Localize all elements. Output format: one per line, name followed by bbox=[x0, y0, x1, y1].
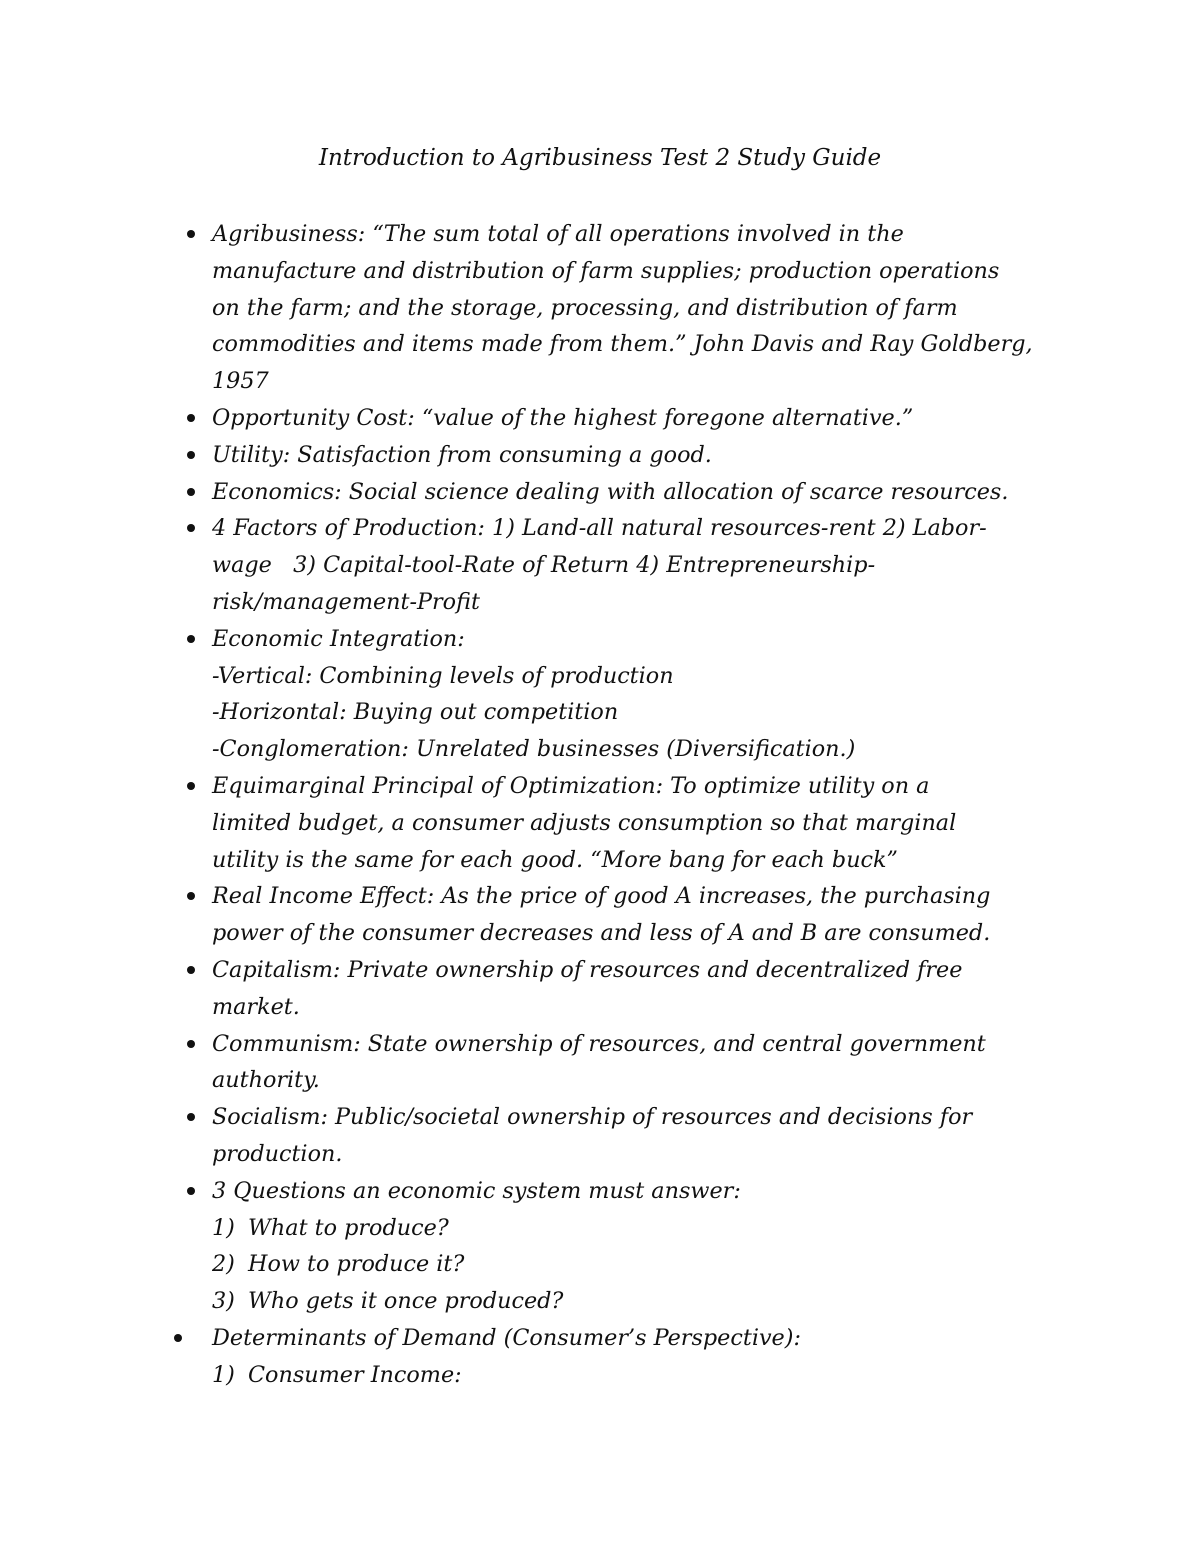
text-line: commodities and items made from them.” John Davis and Ray Goldberg, bbox=[212, 331, 1033, 358]
text-line: Economic Integration: bbox=[212, 625, 465, 652]
text-line: market. bbox=[212, 993, 300, 1020]
bullet-icon bbox=[187, 230, 195, 238]
list-item-equimarginal bbox=[0, 768, 1200, 878]
numbered-subitem bbox=[212, 1283, 1030, 1320]
list-item-opportunity-cost bbox=[0, 400, 1200, 437]
bullet-icon bbox=[187, 966, 195, 974]
subitem-text: What to produce? bbox=[248, 1214, 449, 1241]
text-line: risk/management-Profit bbox=[212, 588, 480, 615]
subitem-number: 2) bbox=[212, 1251, 235, 1278]
bullet-icon bbox=[187, 524, 195, 532]
text-line: authority. bbox=[212, 1067, 320, 1094]
subitem-number: 3) bbox=[212, 1288, 235, 1315]
text-line: 3 Questions an economic system must answer: bbox=[212, 1177, 741, 1204]
subitem-number: 1) bbox=[212, 1214, 235, 1241]
subitem-text: Consumer Income: bbox=[248, 1361, 462, 1388]
list-item-utility bbox=[0, 437, 1200, 474]
bullet-icon bbox=[187, 635, 195, 643]
text-line: Determinants of Demand (Consumer’s Perspective): bbox=[212, 1324, 801, 1351]
subitem-number: 1) bbox=[212, 1361, 235, 1388]
study-guide-list bbox=[0, 216, 1200, 1394]
page-title: Introduction to Agribusiness Test 2 Study Guide bbox=[318, 145, 882, 171]
bullet-icon bbox=[187, 782, 195, 790]
text-line: manufacture and distribution of farm supplies; production operations bbox=[212, 257, 1000, 284]
numbered-subitem bbox=[212, 1357, 1030, 1394]
list-item-capitalism bbox=[0, 952, 1200, 1026]
text-line: on the farm; and the storage, processing, and distribution of farm bbox=[212, 294, 958, 321]
list-item-economic-integration bbox=[0, 621, 1200, 768]
list-item-socialism bbox=[0, 1099, 1200, 1173]
text-line: 4 Factors of Production: 1) Land-all natural resources-rent 2) Labor- bbox=[212, 515, 987, 542]
subitem-text: Who gets it once produced? bbox=[248, 1288, 564, 1315]
text-line: Agribusiness: “The sum total of all operations involved in the bbox=[212, 221, 904, 247]
list-item-agribusiness bbox=[0, 216, 1200, 400]
bullet-icon bbox=[187, 1040, 195, 1048]
text-line: production. bbox=[212, 1140, 343, 1167]
text-line: Utility: Satisfaction from consuming a good. bbox=[212, 441, 712, 468]
bullet-icon bbox=[187, 892, 195, 900]
bullet-icon bbox=[187, 488, 195, 496]
list-item-real-income-effect bbox=[0, 878, 1200, 952]
text-line: Real Income Effect: As the price of good A increases, the purchasing bbox=[212, 883, 991, 910]
text-line: -Conglomeration: Unrelated businesses (Diversification.) bbox=[212, 736, 856, 763]
text-line: wage 3) Capital-tool-Rate of Return 4) Entrepreneurship- bbox=[212, 552, 876, 579]
text-line: Capitalism: Private ownership of resources and decentralized free bbox=[212, 956, 963, 983]
numbered-subitem bbox=[212, 1246, 1030, 1283]
list-item-communism bbox=[0, 1026, 1200, 1100]
numbered-subitem bbox=[212, 1210, 1030, 1247]
text-line: -Horizontal: Buying out competition bbox=[212, 699, 619, 726]
list-item-economics bbox=[0, 474, 1200, 511]
text-line: power of the consumer decreases and less of A and B are consumed. bbox=[212, 920, 991, 947]
text-line: Equimarginal Principal of Optimization: To optimize utility on a bbox=[212, 772, 930, 799]
list-item-determinants-of-demand bbox=[0, 1320, 1200, 1394]
text-line: -Vertical: Combining levels of production bbox=[212, 662, 674, 689]
list-item-three-questions bbox=[0, 1173, 1200, 1320]
text-line: 1957 bbox=[212, 368, 269, 395]
text-line: Socialism: Public/societal ownership of resources and decisions for bbox=[212, 1104, 973, 1131]
subitem-text: How to produce it? bbox=[248, 1251, 465, 1278]
bullet-icon bbox=[174, 1334, 182, 1342]
text-line: Opportunity Cost: “value of the highest foregone alternative.” bbox=[212, 404, 914, 431]
text-line: Economics: Social science dealing with allocation of scarce resources. bbox=[212, 478, 1009, 505]
bullet-icon bbox=[187, 1113, 195, 1121]
bullet-icon bbox=[187, 1187, 195, 1195]
text-line: limited budget, a consumer adjusts consumption so that marginal bbox=[212, 809, 957, 836]
text-line: Communism: State ownership of resources, and central government bbox=[212, 1030, 986, 1057]
bullet-icon bbox=[187, 414, 195, 422]
bullet-icon bbox=[187, 451, 195, 459]
list-item-factors-of-production bbox=[0, 510, 1200, 620]
text-line: utility is the same for each good. “More bang for each buck” bbox=[212, 846, 898, 873]
